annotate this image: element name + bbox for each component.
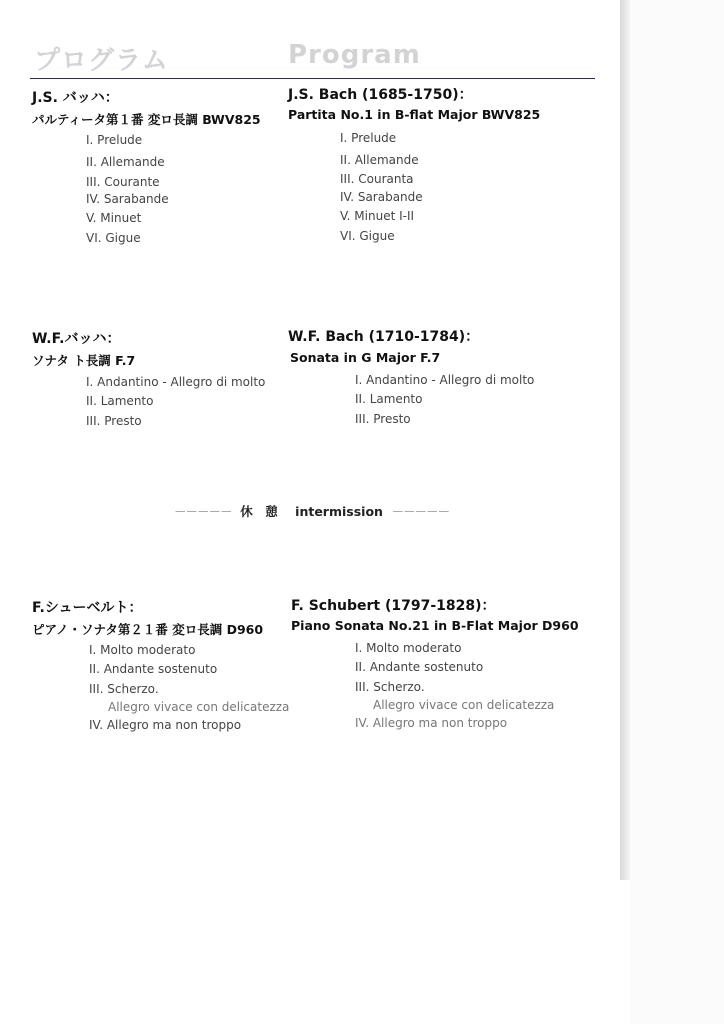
movement-en: VI. Gigue: [340, 229, 395, 243]
movement-en: II. Allemande: [340, 153, 419, 167]
intermission-en: intermission: [295, 504, 383, 519]
movement-jp: V. Minuet: [86, 211, 142, 225]
movement-en: IV. Sarabande: [340, 190, 423, 204]
movement-jp: II. Allemande: [86, 155, 165, 169]
movement-jp: IV. Sarabande: [86, 192, 169, 206]
page-edge-shadow: [620, 0, 630, 880]
movement-en: I. Andantino - Allegro di molto: [355, 373, 535, 387]
header-title-jp: プログラム: [34, 46, 169, 76]
composer-bach-wf-en: W.F. Bach (1710-1784)：: [288, 329, 480, 345]
movement-en: IV. Allegro ma non troppo: [355, 716, 508, 730]
movement-jp: VI. Gigue: [86, 231, 141, 245]
movement-en: III. Presto: [355, 412, 411, 426]
work-bach-wf-en: Sonata in G Major F.7: [290, 350, 441, 365]
work-bach-wf-jp: ソナタ ト長調 F.7: [32, 353, 136, 368]
header-title-en: Program: [288, 40, 421, 70]
movement-jp: II. Andante sostenuto: [89, 662, 218, 676]
movement-jp: III. Presto: [86, 414, 142, 428]
movement-jp: III. Courante: [86, 175, 160, 189]
work-schubert-en: Piano Sonata No.21 in B-Flat Major D960: [291, 618, 579, 633]
movement-en: Allegro vivace con delicatezza: [373, 698, 555, 712]
page-margin: [630, 0, 724, 1024]
movement-jp: III. Scherzo.: [89, 682, 159, 696]
intermission-jp: 休 憩: [240, 504, 278, 519]
composer-bach-js-en: J.S. Bach (1685-1750)：: [288, 87, 473, 103]
intermission-dashes-right: －－－－－: [391, 504, 450, 519]
work-bach-js-jp: パルティータ第１番 変ロ長調 BWV825: [32, 112, 261, 127]
movement-en: I. Molto moderato: [355, 641, 462, 655]
movement-jp: II. Lamento: [86, 394, 154, 408]
header-rule: [30, 78, 595, 79]
work-schubert-jp: ピアノ・ソナタ第２１番 変ロ長調 D960: [32, 622, 264, 637]
intermission-dashes-left: －－－－－: [174, 504, 232, 519]
composer-schubert-en: F. Schubert (1797-1828)：: [291, 598, 496, 614]
work-bach-js-en: Partita No.1 in B-flat Major BWV825: [288, 107, 541, 122]
composer-schubert-jp: F.シューベルト：: [32, 600, 143, 616]
movement-en: III. Scherzo.: [355, 680, 425, 694]
intermission: [174, 502, 449, 520]
composer-bach-js-jp: J.S. バッハ：: [32, 90, 119, 106]
movement-en: II. Lamento: [355, 392, 423, 406]
movement-en: II. Andante sostenuto: [355, 660, 484, 674]
movement-en: I. Prelude: [340, 131, 397, 145]
composer-bach-wf-jp: W.F.バッハ：: [32, 331, 121, 347]
movement-en: III. Couranta: [340, 172, 414, 186]
movement-jp: I. Andantino - Allegro di molto: [86, 375, 266, 389]
movement-jp: Allegro vivace con delicatezza: [108, 700, 290, 714]
movement-en: V. Minuet I-II: [340, 209, 415, 223]
movement-jp: IV. Allegro ma non troppo: [89, 718, 242, 732]
movement-jp: I. Prelude: [86, 133, 143, 147]
movement-jp: I. Molto moderato: [89, 643, 196, 657]
